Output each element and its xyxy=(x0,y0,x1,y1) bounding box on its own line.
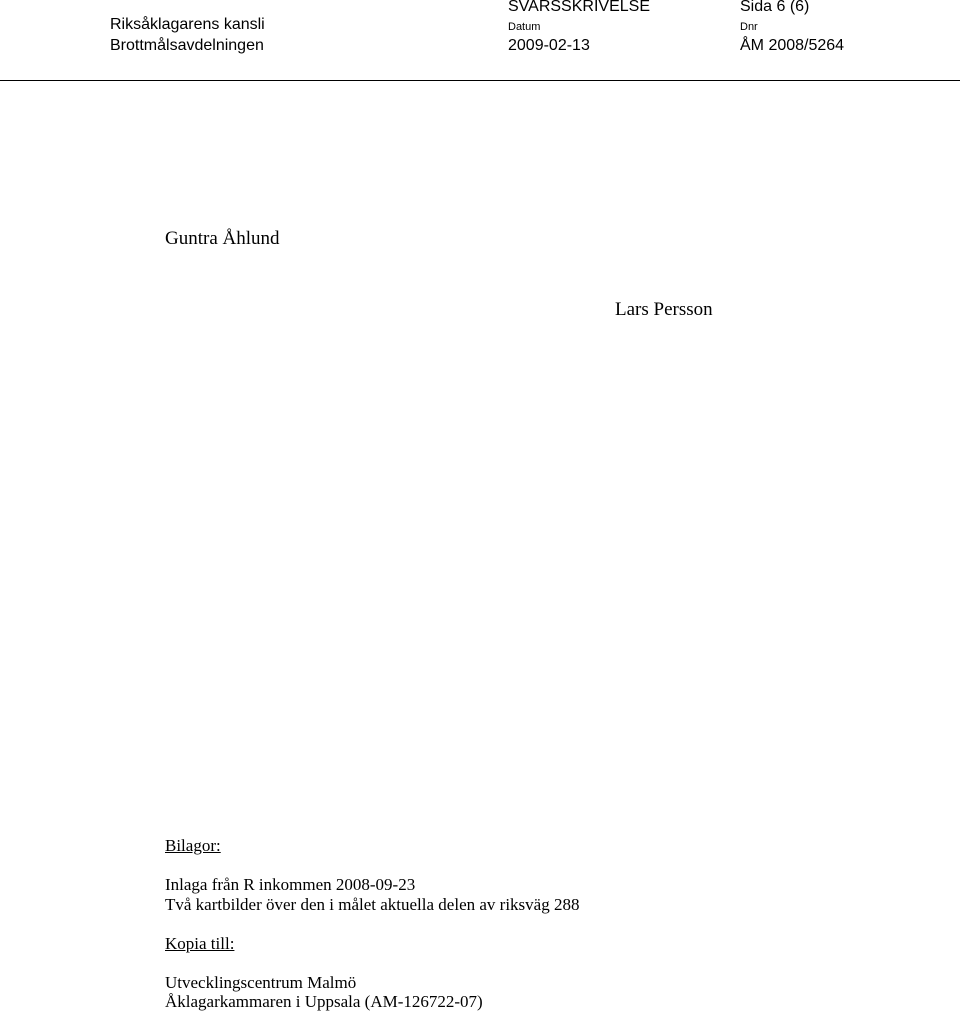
copy-recipient: Åklagarkammaren i Uppsala (AM-126722-07) xyxy=(165,992,483,1011)
dnr-value: ÅM 2008/5264 xyxy=(740,37,845,54)
signer-1-name: Guntra Åhlund xyxy=(165,228,280,249)
copy-to-heading: Kopia till: xyxy=(165,934,235,953)
header-divider xyxy=(0,80,960,81)
page-number: Sida 6 (6) xyxy=(740,0,810,15)
dnr-label: Dnr xyxy=(740,21,758,33)
attachment-item: Två kartbilder över den i målet aktuella delen av riksväg 288 xyxy=(165,895,580,914)
department-name: Brottmålsavdelningen xyxy=(110,37,264,54)
signer-2-name: Lars Persson xyxy=(615,299,713,320)
copy-recipient: Utvecklingscentrum Malmö xyxy=(165,973,357,992)
date-value: 2009-02-13 xyxy=(508,37,590,54)
organization-name: Riksåklagarens kansli xyxy=(110,16,265,33)
attachments-heading: Bilagor: xyxy=(165,836,221,855)
attachment-item: Inlaga från R inkommen 2008-09-23 xyxy=(165,875,416,894)
date-label: Datum xyxy=(508,21,541,33)
document-type: SVARSSKRIVELSE xyxy=(508,0,650,15)
